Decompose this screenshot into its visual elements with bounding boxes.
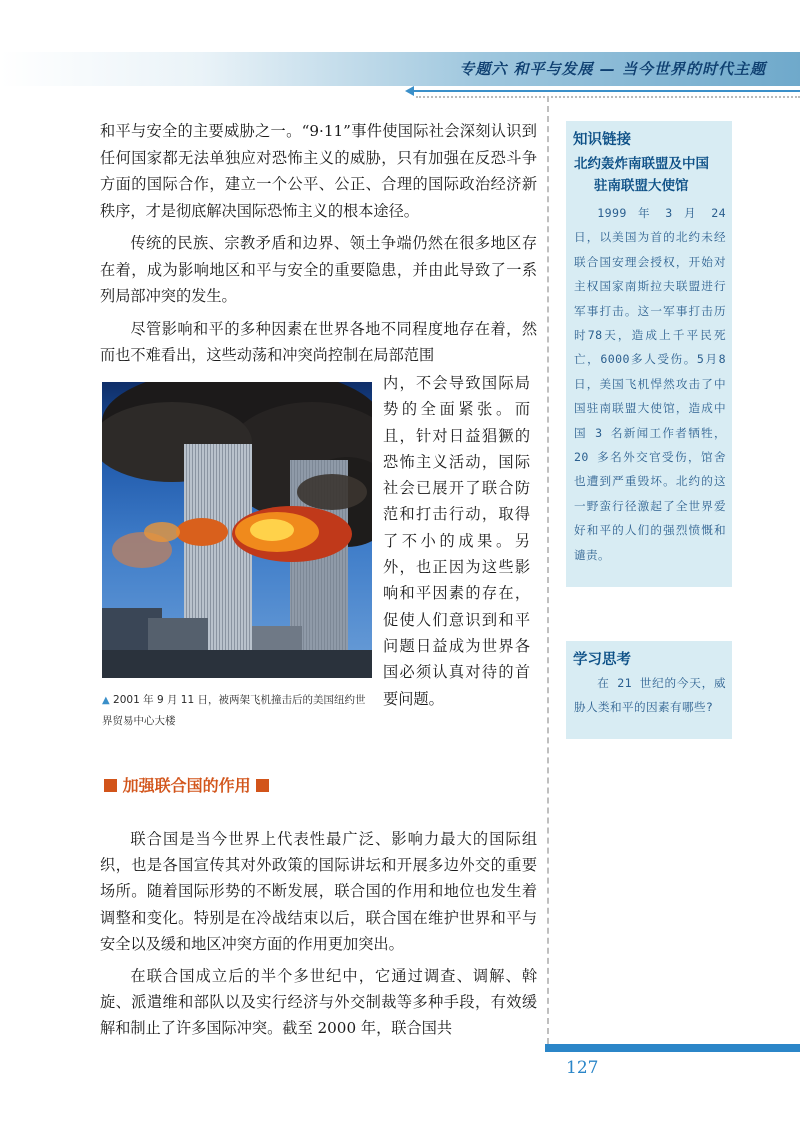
footer-bar <box>545 1044 800 1052</box>
subtitle-line: 北约轰炸南联盟及中国 <box>574 156 709 172</box>
square-bullet-icon <box>256 779 269 792</box>
paragraph: 传统的民族、宗教矛盾和边界、领土争端仍然在很多地区存在着，成为影响地区和平与安全的重要隐患，并由此导致了一系列局部冲突的发生。 <box>100 234 537 305</box>
knowledge-heading: 知识链接 <box>573 132 631 148</box>
wrapped-text: 内，不会导致国际局势的全面紧张。而且，针对日益猖獗的恐怖主义活动，国际社会已展开了联合防范和打击行动，取得了不小的成果。另外，也正因为这些影响和平因素的存在，促使人们意识到和平问题日益成为世界各国必须认真对待的首要问题。 <box>383 374 530 708</box>
subtitle-line: 驻南联盟大使馆 <box>594 178 689 194</box>
paragraph: 联合国是当今世界上代表性最广泛、影响力最大的国际组织，也是各国宣传其对外政策的国际讲坛和开展多边外交的重要场所。随着国际形势的不断发展，联合国的作用和地位也发生着调整和变化。特别是在冷战结束以后，联合国在维护世界和平与安全以及缓和地区冲突方面的作用更加突出。 <box>100 830 537 953</box>
page-number: 127 <box>566 1058 599 1078</box>
paragraph: 和平与安全的主要威胁之一。“9·11”事件使国际社会深刻认识到任何国家都无法单独应对恐怖主义的威胁，只有加强在反恐斗争方面的国际合作，建立一个公平、公正、合理的国际政治经济新秩序，才是彻底解决国际恐怖主义的根本途径。 <box>100 122 537 220</box>
study-body: 在 21 世纪的今天，威胁人类和平的因素有哪些? <box>574 676 726 715</box>
paragraph: 在联合国成立后的半个多世纪中，它通过调查、调解、斡旋、派遣维和部队以及实行经济与外交制裁等多种手段，有效缓解和制止了许多国际冲突。截至 2000 年，联合国共 <box>100 967 537 1038</box>
caption-text: 2001 年 9 月 11 日，被两架飞机撞击后的美国纽约世界贸易中心大楼 <box>102 694 366 727</box>
chapter-title: 专题六 和平与发展 — 当今世界的时代主题 <box>459 60 766 78</box>
square-bullet-icon <box>104 779 117 792</box>
knowledge-body: 1999 年 3 月 24 日，以美国为首的北约未经联合国安理会授权，开始对主权国家南斯拉夫联盟进行军事打击。这一军事打击历时78天，造成上千平民死亡，6000多人受伤。5月8日，美国飞机悍然攻击了中国驻南联盟大使馆，造成中国 3 名新闻工作者牺牲，20 多名外交官受伤，馆舍也遭到严重毁坏。北约的这一野蛮行径激起了全世界爱好和平的人们的强烈愤慨和谴责。 <box>574 206 726 562</box>
section-text <box>100 826 537 1048</box>
section-heading <box>104 773 269 796</box>
study-think-box <box>566 641 732 739</box>
column-divider <box>547 96 549 1044</box>
triangle-icon: ▲ <box>102 695 110 706</box>
header-rule <box>410 90 800 92</box>
knowledge-link-box <box>566 121 732 587</box>
main-text <box>100 118 537 375</box>
knowledge-subtitle <box>566 149 732 197</box>
paragraph: 尽管影响和平的多种因素在世界各地不同程度地存在着，然而也不难看出，这些动荡和冲突尚控制在局部范围 <box>100 319 537 364</box>
study-heading: 学习思考 <box>573 652 631 668</box>
header-dotted-rule <box>416 96 800 98</box>
photo-caption <box>102 690 374 732</box>
wtc-attack-photo <box>102 382 372 678</box>
section-title: 加强联合国的作用 <box>122 776 251 795</box>
